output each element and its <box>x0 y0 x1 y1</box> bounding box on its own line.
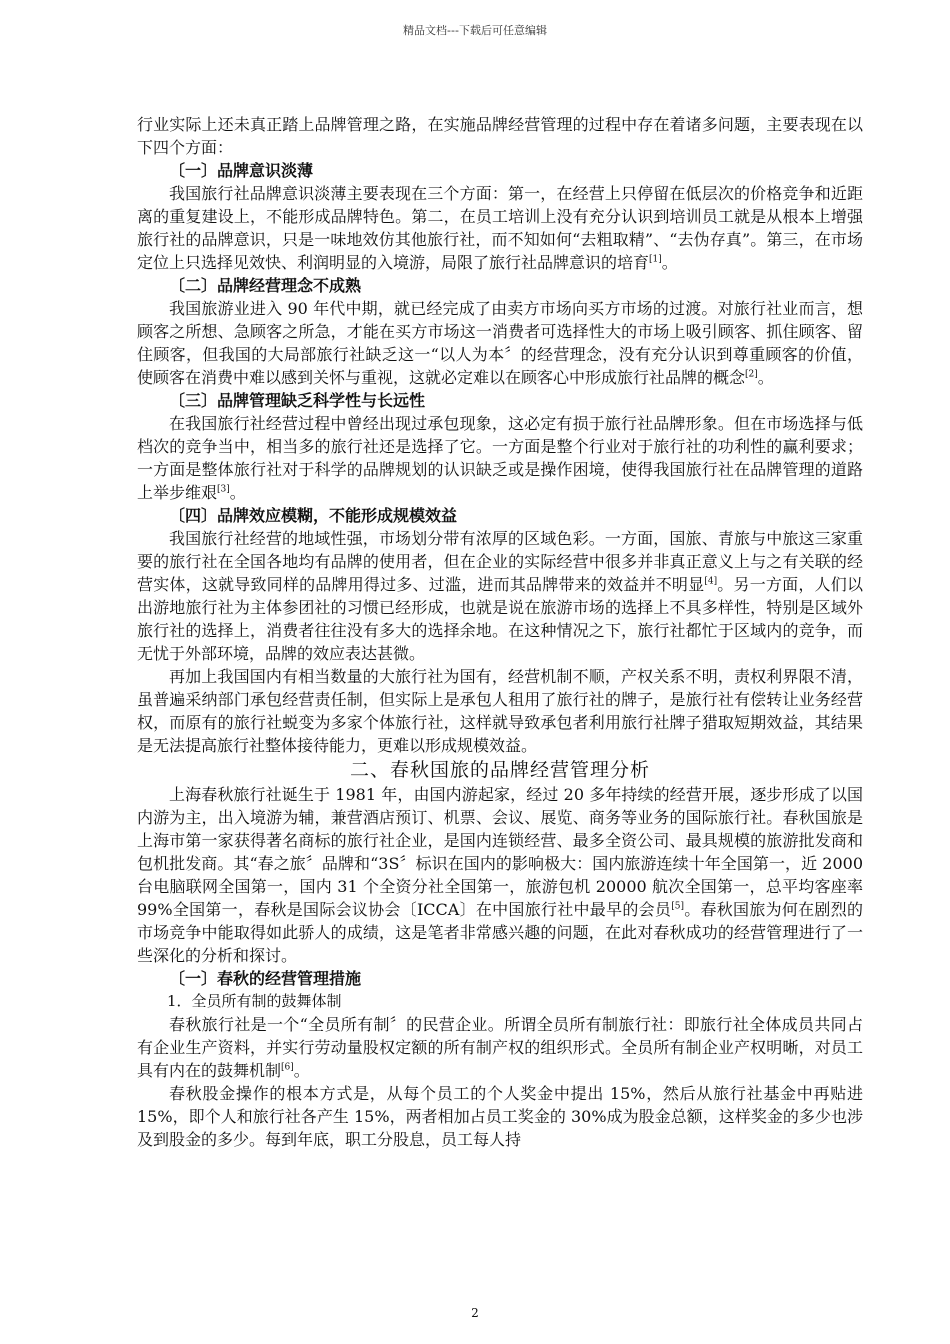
citation: [1] <box>649 254 662 265</box>
section-heading: 二、春秋国旅的品牌经营管理分析 <box>349 759 650 781</box>
paragraph: 我国旅行社经营的地域性强，市场划分带有浓厚的区域色彩。一方面，国旅、青旅与中旅这三家重要的旅行社在全国各地均有品牌的使用者，但在企业的实际经营中很多并非真正意义上与之有关联的经营实体，这就导致同样的品牌用得过多、过滥，进而其品牌带来的效益并不明显[4]。另一方面，人们以出游地旅行社为主体参团社的习惯已经形成，也就是说在旅游市场的选择上不具多样性，特别是区域外旅行社的选择上，消费者往往没有多大的选择余地。在这种情况之下，旅行社都忙于区域内的竞争，而无忧于外部环境，品牌的效应表达甚微。 <box>137 529 863 663</box>
citation: [2] <box>745 369 758 380</box>
citation: [5] <box>671 901 684 912</box>
subheading: 〔四〕品牌效应模糊，不能形成规模效益 <box>169 506 458 525</box>
paragraph: 在我国旅行社经营过程中曾经出现过承包现象，这必定有损于旅行社品牌形象。但在市场选择与低档次的竞争当中，相当多的旅行社还是选择了它。一方面是整个行业对于旅行社的功利性的赢利要求；一方面是整体旅行社对于科学的品牌规划的认识缺乏或是操作困境，使得我国旅行社在品牌管理的道路上举步维艰[3]。 <box>137 414 863 502</box>
citation: [6] <box>281 1062 294 1073</box>
paragraph: 春秋股金操作的根本方式是，从每个员工的个人奖金中提出 15%，然后从旅行社基金中再贴进 15%，即个人和旅行社各产生 15%，两者相加占员工奖金的 30%成为股金总额，这样奖金的多少也涉及到股金的多少。每到年底，职工分股息，员工每人持 <box>137 1084 863 1149</box>
subheading: 〔三〕品牌管理缺乏科学性与长远性 <box>169 391 426 410</box>
subheading: 〔一〕品牌意识淡薄 <box>169 161 314 180</box>
citation: [3] <box>217 484 230 495</box>
page-header: 精品文档---下载后可任意编辑 <box>403 24 547 37</box>
paragraph: 我国旅游业进入 90 年代中期，就已经完成了由卖方市场向买方市场的过渡。对旅行社业而言，想顾客之所想、急顾客之所急，才能在买方市场这一消费者可选择性大的市场上吸引顾客、抓住顾客、留住顾客，但我国的大局部旅行社缺乏这一“以人为本〞的经营理念，没有充分认识到尊重顾客的价值，使顾客在消费中难以感到关怀与重视，这就必定难以在顾客心中形成旅行社品牌的概念[2]。 <box>137 299 863 387</box>
paragraph: 春秋旅行社是一个“全员所有制〞的民营企业。所谓全员所有制旅行社：即旅行社全体成员共同占有企业生产资料，并实行劳动量股权定额的所有制产权的组织形式。全员所有制企业产权明晰，对员工具有内在的鼓舞机制[6]。 <box>137 1015 863 1080</box>
paragraph: 行业实际上还未真正踏上品牌管理之路，在实施品牌经营管理的过程中存在着诸多问题，主要表现在以下四个方面： <box>137 115 863 157</box>
citation: [4] <box>704 576 718 587</box>
page-number: 2 <box>471 1306 479 1320</box>
subheading: 〔二〕品牌经营理念不成熟 <box>169 276 362 295</box>
paragraph: 再加上我国国内有相当数量的大旅行社为国有，经营机制不顺，产权关系不明，责权利界限不清，虽普遍采纳部门承包经营责任制，但实际上是承包人租用了旅行社的牌子，是旅行社有偿转让业务经营权，而原有的旅行社蜕变为多家个体旅行社，这样就导致承包者利用旅行社牌子猎取短期效益，其结果是无法提高旅行社整体接待能力，更难以形成规模效益。 <box>137 667 863 755</box>
paragraph: 上海春秋旅行社诞生于 1981 年，由国内游起家，经过 20 多年持续的经营开展，逐步形成了以国内游为主，出入境游为辅，兼营酒店预订、机票、会议、展览、商务等业务的国际旅行社。春秋国旅是上海市第一家获得著名商标的旅行社企业，是国内连锁经营、最多全资公司、最具规模的旅游批发商和包机批发商。其“春之旅〞品牌和“3S〞标识在国内的影响极大：国内旅游连续十年全国第一，近 2000 台电脑联网全国第一，国内 31 个全资分社全国第一，旅游包机 20000 航次全国第一，总平均客座率 99%全国第一，春秋是国际会议协会〔ICCA〕在中国旅行社中最早的会员[5]。春秋国旅为何在剧烈的市场竞争中能取得如此骄人的成绩，这是笔者非常感兴趣的问题，在此对春秋成功的经营管理进行了一些深化的分析和探讨。 <box>137 785 863 965</box>
document-body <box>137 113 863 1151</box>
sub-subheading: 1．全员所有制的鼓舞体制 <box>167 992 342 1010</box>
subheading: 〔一〕春秋的经营管理措施 <box>169 969 362 988</box>
paragraph: 我国旅行社品牌意识淡薄主要表现在三个方面：第一，在经营上只停留在低层次的价格竞争和近距离的重复建设上，不能形成品牌特色。第二，在员工培训上没有充分认识到培训员工就是从根本上增强旅行社的品牌意识，只是一味地效仿其他旅行社，而不知如何“去粗取精”、“去伪存真”。第三，在市场定位上只选择见效快、利润明显的入境游，局限了旅行社品牌意识的培育[1]。 <box>137 184 863 272</box>
